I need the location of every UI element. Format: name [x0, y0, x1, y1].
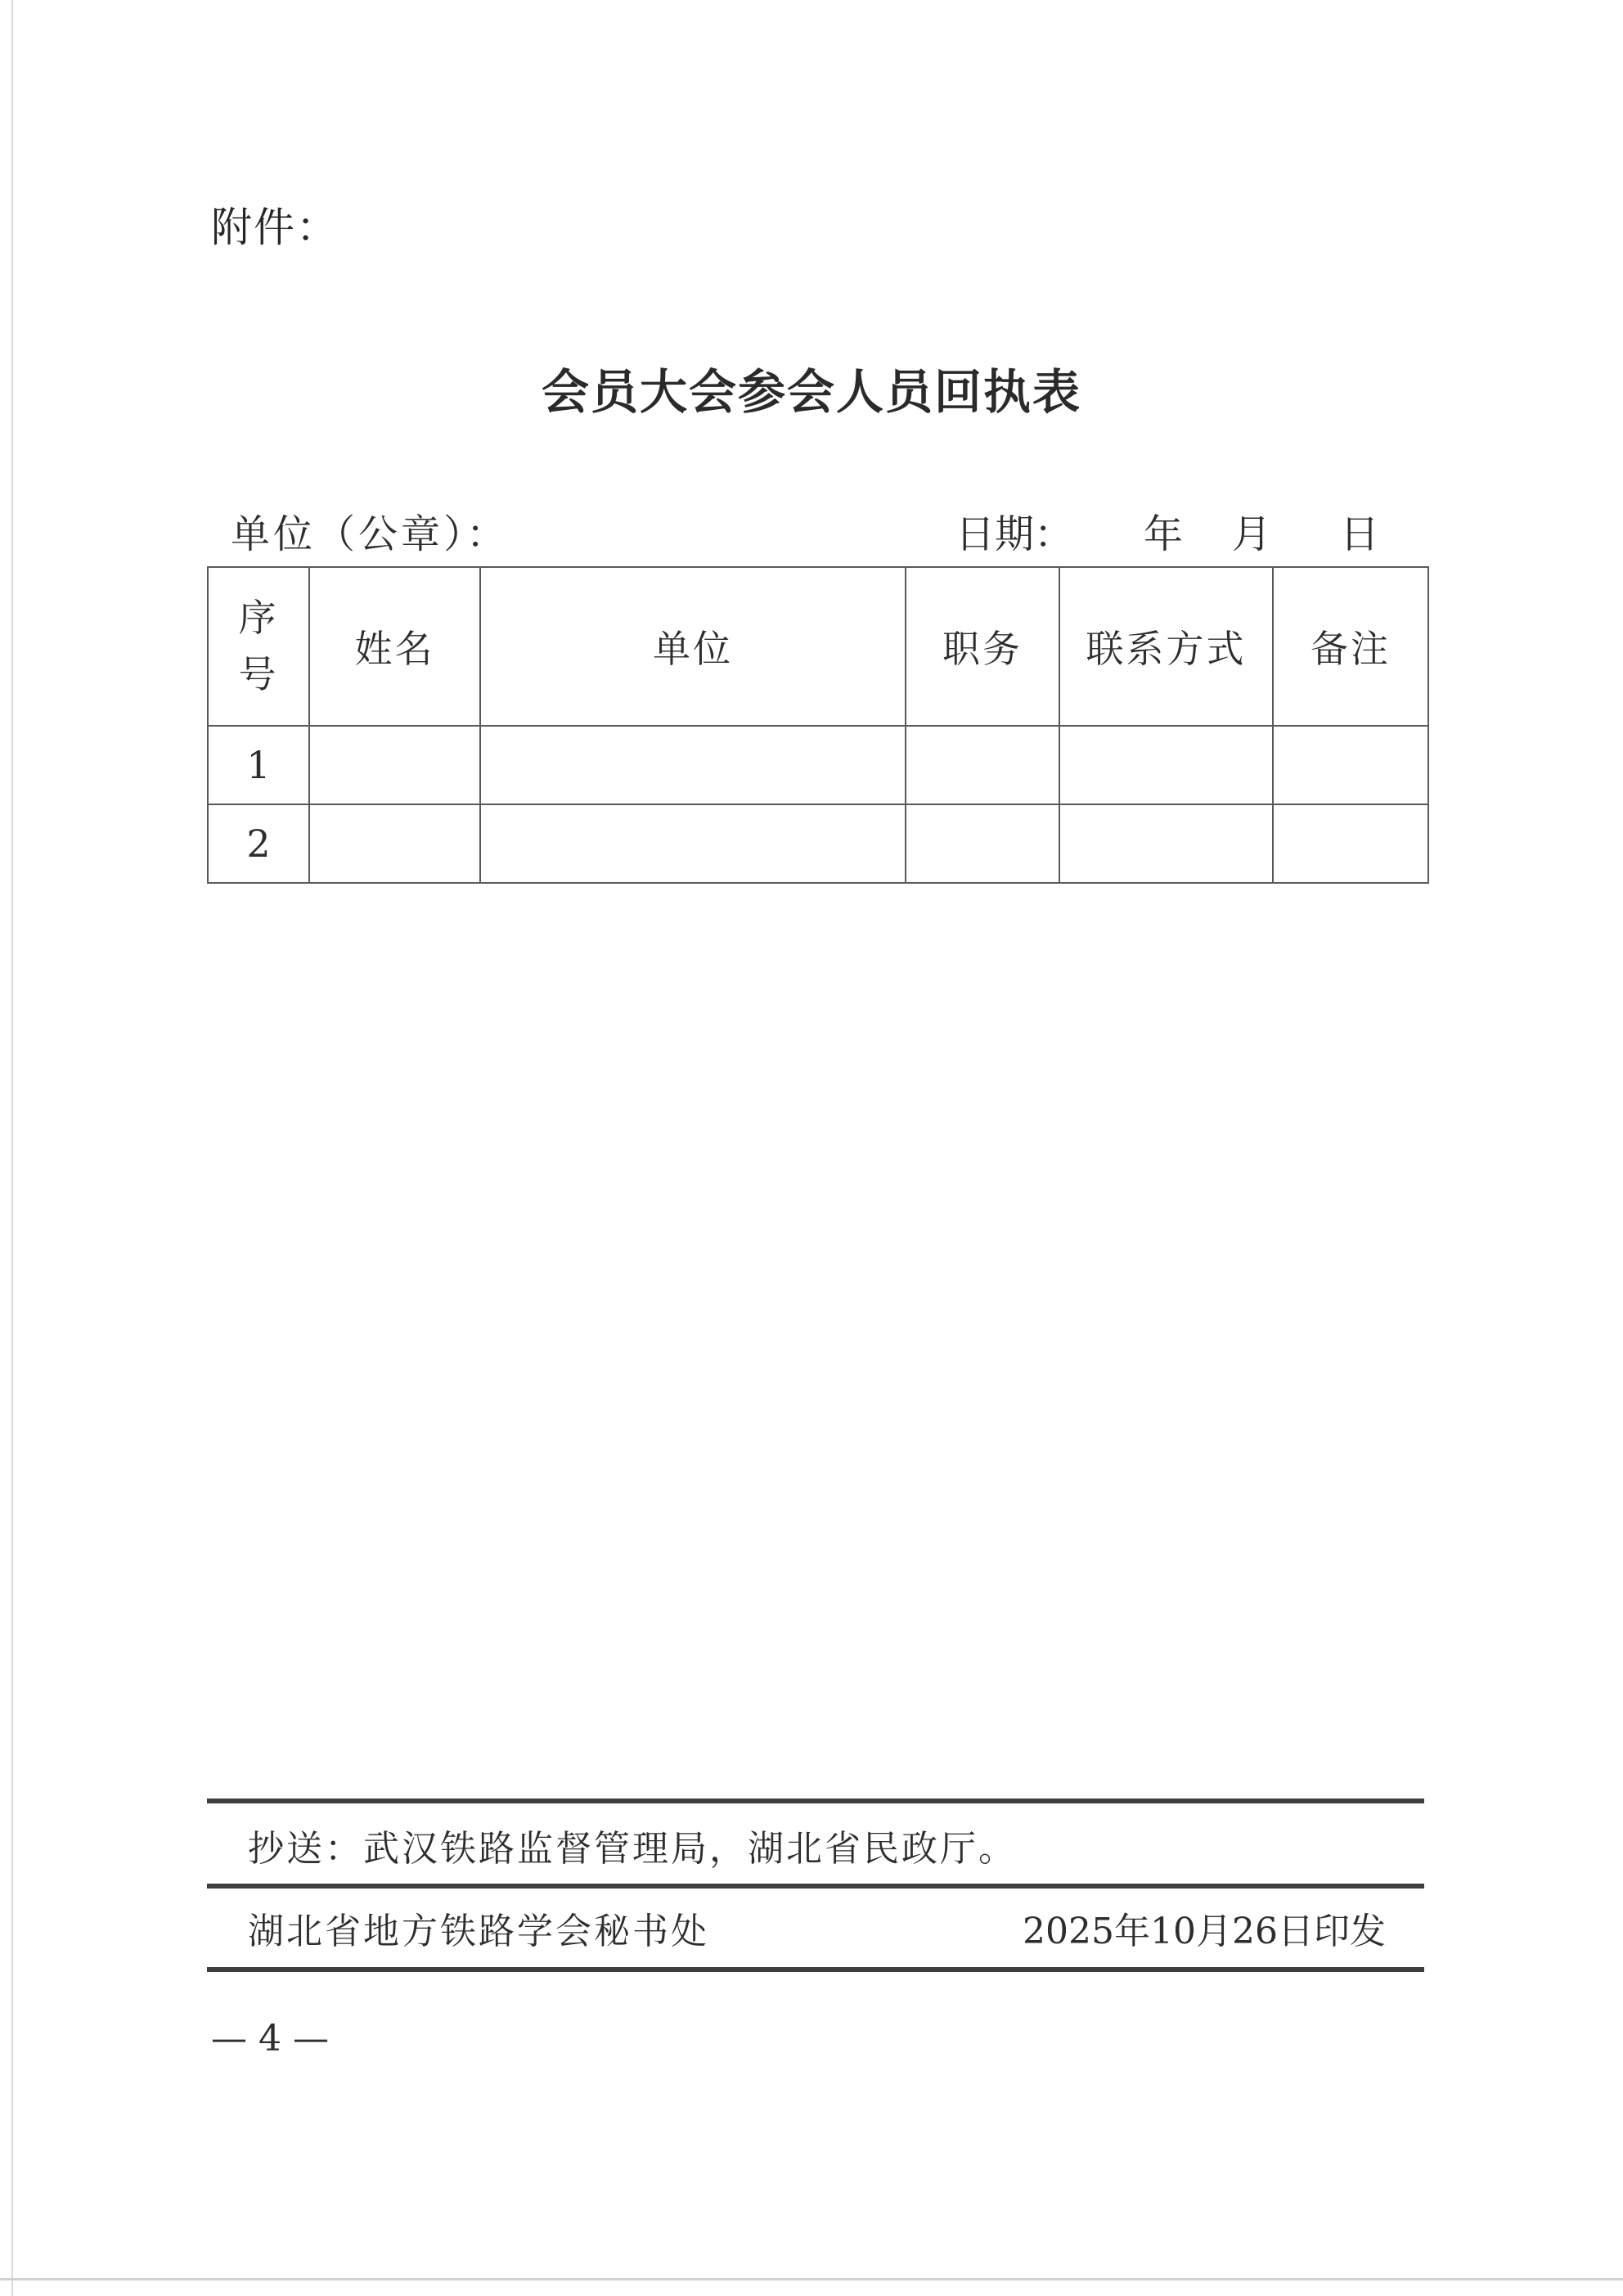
- cc-line: 抄送：武汉铁路监督管理局，湖北省民政厅。: [248, 1828, 1017, 1870]
- date-month-label: 月: [1232, 511, 1272, 557]
- unit-seal-label: 单位（公章）：: [231, 511, 510, 557]
- header-unit: 单位: [480, 567, 906, 726]
- footer-top-rule: [207, 1799, 1424, 1803]
- attachment-label: 附件：: [211, 204, 339, 251]
- receipt-table: [207, 566, 1429, 884]
- cell-position[interactable]: [906, 804, 1059, 883]
- cell-unit[interactable]: [480, 804, 906, 883]
- header-position: 职务: [906, 567, 1059, 726]
- cell-name[interactable]: [309, 804, 480, 883]
- table-row: [208, 804, 1428, 883]
- footer-bottom-rule: [207, 1967, 1424, 1972]
- cell-position[interactable]: [906, 726, 1059, 804]
- cell-unit[interactable]: [480, 726, 906, 804]
- header-remarks: 备注: [1273, 567, 1428, 726]
- date-line: [955, 502, 1379, 559]
- date-year-label: 年: [1144, 511, 1184, 557]
- issue-date: 2025年10月26日印发: [1023, 1911, 1386, 1952]
- cell-seq: 2: [208, 804, 309, 883]
- header-seq: [208, 567, 309, 726]
- date-label: 日期：: [955, 511, 1074, 557]
- cell-name[interactable]: [309, 726, 480, 804]
- header-contact: 联系方式: [1059, 567, 1273, 726]
- cell-seq: 1: [208, 726, 309, 804]
- page-number: — 4 —: [211, 2018, 329, 2060]
- header-seq-top: 序: [238, 596, 279, 640]
- header-seq-bottom: 号: [238, 652, 279, 696]
- issuer-name: 湖北省地方铁路学会秘书处: [248, 1911, 709, 1952]
- date-day-label: 日: [1340, 511, 1380, 557]
- table-row: [208, 726, 1428, 804]
- cell-remarks[interactable]: [1273, 804, 1428, 883]
- cell-contact[interactable]: [1059, 726, 1273, 804]
- table-header-row: [208, 567, 1428, 726]
- form-title: 会员大会参会人员回执表: [541, 364, 1081, 420]
- header-name: 姓名: [309, 567, 480, 726]
- cell-contact[interactable]: [1059, 804, 1273, 883]
- page-bottom-edge: [0, 2278, 1623, 2280]
- footer-middle-rule: [207, 1884, 1424, 1889]
- cell-remarks[interactable]: [1273, 726, 1428, 804]
- page-left-edge: [11, 0, 13, 2296]
